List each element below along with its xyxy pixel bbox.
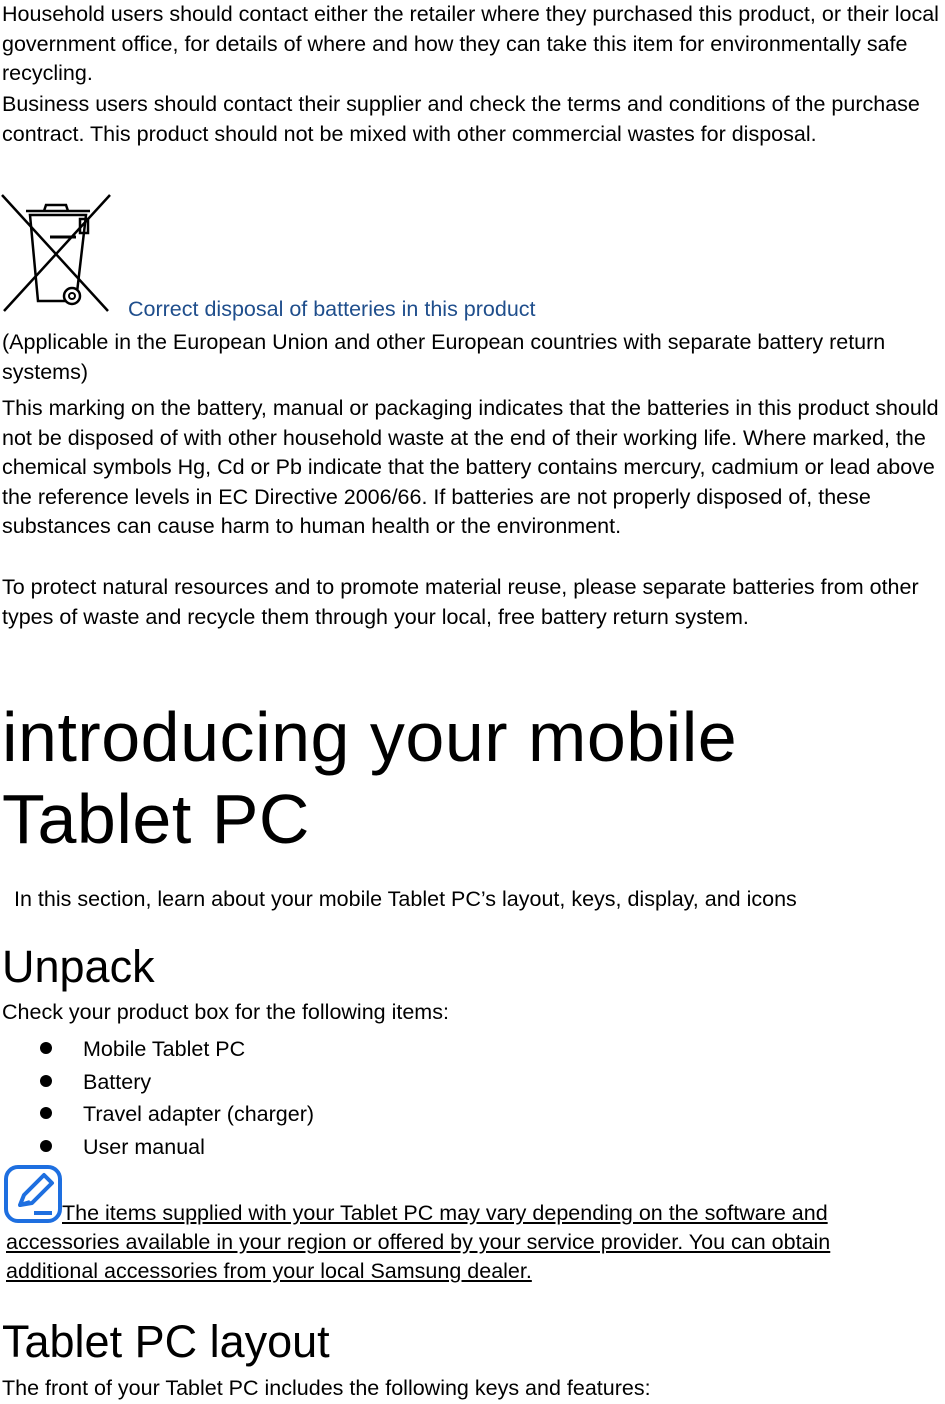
layout-heading: Tablet PC layout — [2, 1316, 330, 1367]
chapter-intro: In this section, learn about your mobile Tablet PC’s layout, keys, display, and icons — [14, 887, 797, 911]
list-item-label: Travel adapter (charger) — [83, 1102, 315, 1127]
business-paragraph: Business users should contact their supplier and check the terms and conditions of the purchase contract. This product should not be mixed with other commercial wastes for disposal. — [2, 92, 920, 146]
marking-paragraph: This marking on the battery, manual or packaging indicates that the batteries in this product should not be disposed of with other household waste at the end of their working life. Where marked, the chemical symbols Hg, Cd or Pb indicate that the battery contains mercury, cadmium or lead above the reference levels in EC Directive 2006/66. If batteries are not properly disposed of, these substances can cause harm to human health or the environment. — [2, 396, 939, 538]
list-item-label: Mobile Tablet PC — [83, 1037, 246, 1061]
bullet-icon — [40, 1042, 52, 1054]
crossed-out-wheelie-bin-icon — [0, 193, 112, 313]
unpack-heading: Unpack — [2, 941, 155, 992]
protect-paragraph: To protect natural resources and to promote material reuse, please separate batteries from other types of waste and recycle them through your local, free battery return system. — [2, 575, 919, 629]
chapter-title — [2, 696, 737, 860]
bullet-icon — [40, 1140, 52, 1152]
applicability-paragraph: (Applicable in the European Union and other European countries with separate battery return systems) — [2, 330, 886, 384]
household-paragraph: Household users should contact either the retailer where they purchased this product, or their local government office, for details of where and how they can take this item for environmentally safe recycling. — [2, 2, 939, 85]
bullet-icon — [40, 1107, 52, 1119]
list-item-label: User manual — [83, 1135, 205, 1160]
list-item-label: Battery — [83, 1069, 152, 1094]
chapter-title-line2: Tablet PC — [2, 780, 310, 858]
layout-intro: The front of your Tablet PC includes the following keys and features: — [2, 1376, 651, 1400]
bullet-icon — [40, 1075, 52, 1087]
unpack-note: The items supplied with your Tablet PC may vary depending on the software and accessories available in your region or offered by your service provider. You can obtain additional accessories from your local Samsung dealer. — [6, 1201, 831, 1283]
chapter-title-line1: introducing your mobile — [2, 698, 738, 776]
battery-disposal-heading: Correct disposal of batteries in this product — [128, 297, 536, 321]
unpack-intro: Check your product box for the following items: — [2, 1000, 449, 1024]
